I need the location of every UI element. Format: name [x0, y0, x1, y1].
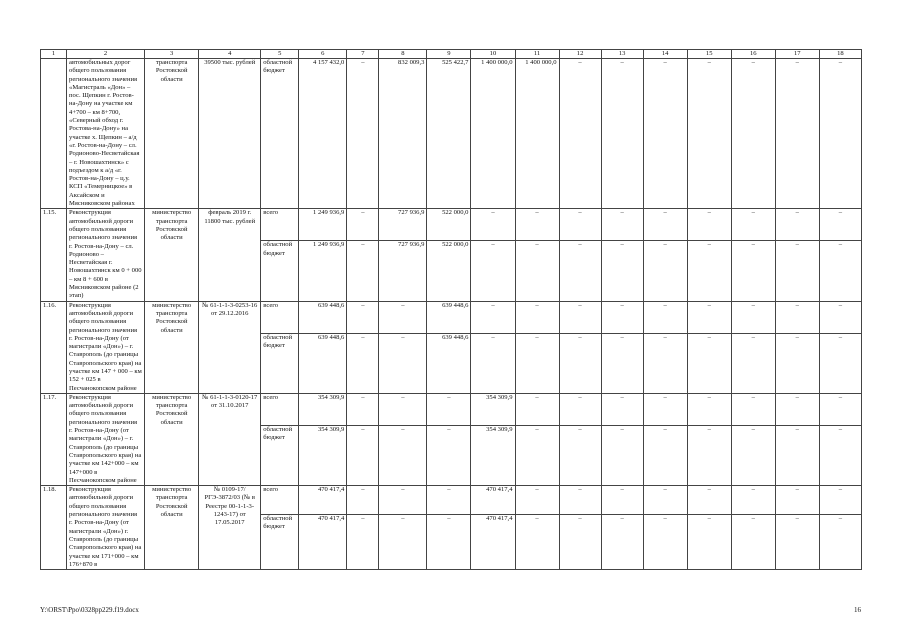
- amount-cell: –: [427, 515, 471, 570]
- item-number-cell: [41, 59, 67, 209]
- measure-name-cell: автомобильных дорог общего пользования регионального значения «Магистраль «Дон» – пос. Щепкин г. Ростов-на-Дону на участке км 4+700 – км 8+700, «Северный обход г. Ростова-на-Дону» на участке х. Щепкин – а/д «г. Ростов-на-Дону – сл. Родионово-Несветайская – г. Новошахтинск» с подъездом к а/д «г. Ростов-на-Дону – ц.у. КСП «Темерницкое» в Аксайском и Мясниковском районах: [67, 59, 145, 209]
- amount-cell: –: [347, 59, 379, 209]
- amount-cell: 4 157 432,0: [299, 59, 347, 209]
- amount-cell: –: [347, 486, 379, 515]
- amount-cell: –: [601, 59, 643, 209]
- amount-cell: –: [515, 333, 559, 393]
- amount-cell: –: [775, 515, 819, 570]
- item-number-cell: 1.15.: [41, 209, 67, 301]
- amount-cell: –: [819, 241, 861, 301]
- amount-cell: 354 309,9: [299, 393, 347, 425]
- amount-cell: –: [819, 425, 861, 485]
- funding-source-cell: областной бюджет: [261, 515, 299, 570]
- funding-source-cell: всего: [261, 301, 299, 333]
- amount-cell: –: [643, 301, 687, 333]
- amount-cell: 525 422,7: [427, 59, 471, 209]
- amount-cell: –: [775, 333, 819, 393]
- amount-cell: 639 448,6: [427, 333, 471, 393]
- amount-cell: 639 448,6: [299, 333, 347, 393]
- executor-cell: министерство транспорта Ростовской области: [145, 301, 199, 393]
- column-number-cell: 1: [41, 50, 67, 59]
- column-number-row: [41, 50, 862, 59]
- amount-cell: –: [379, 515, 427, 570]
- table-row: [41, 393, 862, 425]
- amount-cell: –: [643, 515, 687, 570]
- amount-cell: 1 400 000,0: [515, 59, 559, 209]
- funding-source-cell: всего: [261, 209, 299, 241]
- column-number-cell: 7: [347, 50, 379, 59]
- amount-cell: –: [379, 486, 427, 515]
- item-number-cell: 1.17.: [41, 393, 67, 485]
- column-number-cell: 10: [471, 50, 515, 59]
- column-number-cell: 9: [427, 50, 471, 59]
- file-path: Y:\ORST\Ppo\0328pp229.f19.docx: [40, 606, 139, 614]
- amount-cell: –: [347, 515, 379, 570]
- amount-cell: –: [731, 393, 775, 425]
- table-row: [41, 59, 862, 209]
- amount-cell: –: [515, 301, 559, 333]
- amount-cell: –: [559, 241, 601, 301]
- amount-cell: –: [515, 209, 559, 241]
- amount-cell: –: [687, 425, 731, 485]
- amount-cell: –: [775, 59, 819, 209]
- amount-cell: –: [775, 486, 819, 515]
- column-number-cell: 4: [199, 50, 261, 59]
- amount-cell: –: [819, 333, 861, 393]
- amount-cell: –: [559, 59, 601, 209]
- amount-cell: 522 000,0: [427, 241, 471, 301]
- page-number: 16: [854, 606, 861, 614]
- amount-cell: –: [559, 301, 601, 333]
- document-cell: 39500 тыс. рублей: [199, 59, 261, 209]
- column-number-cell: 5: [261, 50, 299, 59]
- amount-cell: –: [559, 425, 601, 485]
- amount-cell: –: [601, 241, 643, 301]
- amount-cell: –: [687, 333, 731, 393]
- funding-source-cell: областной бюджет: [261, 425, 299, 485]
- document-cell: № 61-1-1-3-0253-16 от 29.12.2016: [199, 301, 261, 393]
- amount-cell: –: [731, 333, 775, 393]
- amount-cell: –: [601, 301, 643, 333]
- amount-cell: –: [731, 301, 775, 333]
- amount-cell: –: [775, 209, 819, 241]
- document-cell: № 0109-17/РГЭ-3872/03 (№ в Реестре 00-1-1-3-1243-17) от 17.05.2017: [199, 486, 261, 570]
- item-number-cell: 1.18.: [41, 486, 67, 570]
- amount-cell: 354 309,9: [471, 393, 515, 425]
- amount-cell: –: [347, 393, 379, 425]
- amount-cell: –: [775, 301, 819, 333]
- amount-cell: –: [515, 393, 559, 425]
- column-number-cell: 3: [145, 50, 199, 59]
- amount-cell: –: [427, 425, 471, 485]
- amount-cell: –: [687, 301, 731, 333]
- amount-cell: –: [775, 425, 819, 485]
- executor-cell: министерство транспорта Ростовской области: [145, 209, 199, 301]
- amount-cell: –: [427, 486, 471, 515]
- amount-cell: 1 400 000,0: [471, 59, 515, 209]
- amount-cell: –: [347, 301, 379, 333]
- table-row: [41, 209, 862, 241]
- amount-cell: –: [775, 241, 819, 301]
- amount-cell: –: [427, 393, 471, 425]
- amount-cell: –: [379, 425, 427, 485]
- amount-cell: 727 936,9: [379, 209, 427, 241]
- amount-cell: –: [643, 241, 687, 301]
- amount-cell: –: [347, 333, 379, 393]
- amount-cell: –: [819, 59, 861, 209]
- amount-cell: –: [643, 425, 687, 485]
- amount-cell: –: [687, 209, 731, 241]
- measure-name-cell: Реконструкция автомобильной дороги общего пользования регионального значения г. Ростов-на-Дону (от магистрали «Дон») – г. Ставрополь (до границы Ставропольского края) на участке км 142+000 – км 147+000 в Песчанокопском районе: [67, 393, 145, 485]
- table-row: [41, 486, 862, 515]
- amount-cell: 354 309,9: [299, 425, 347, 485]
- column-number-cell: 15: [687, 50, 731, 59]
- amount-cell: –: [379, 301, 427, 333]
- amount-cell: –: [515, 486, 559, 515]
- amount-cell: –: [347, 209, 379, 241]
- amount-cell: –: [643, 486, 687, 515]
- amount-cell: –: [731, 59, 775, 209]
- amount-cell: –: [687, 515, 731, 570]
- amount-cell: –: [731, 425, 775, 485]
- amount-cell: –: [515, 425, 559, 485]
- amount-cell: –: [471, 333, 515, 393]
- executor-cell: министерство транспорта Ростовской области: [145, 393, 199, 485]
- amount-cell: –: [731, 241, 775, 301]
- amount-cell: –: [559, 515, 601, 570]
- amount-cell: 639 448,6: [427, 301, 471, 333]
- funding-source-cell: всего: [261, 393, 299, 425]
- amount-cell: –: [687, 59, 731, 209]
- funding-source-cell: областной бюджет: [261, 333, 299, 393]
- amount-cell: –: [731, 486, 775, 515]
- amount-cell: –: [515, 515, 559, 570]
- amount-cell: 354 309,9: [471, 425, 515, 485]
- funding-source-cell: всего: [261, 486, 299, 515]
- amount-cell: –: [819, 301, 861, 333]
- amount-cell: 470 417,4: [299, 486, 347, 515]
- column-number-cell: 11: [515, 50, 559, 59]
- amount-cell: –: [601, 393, 643, 425]
- table-body: [41, 50, 862, 570]
- amount-cell: –: [819, 393, 861, 425]
- amount-cell: –: [559, 393, 601, 425]
- amount-cell: 727 936,9: [379, 241, 427, 301]
- amount-cell: –: [687, 393, 731, 425]
- document-cell: февраль 2019 г. 11800 тыс. рублей: [199, 209, 261, 301]
- executor-cell: транспорта Ростовской области: [145, 59, 199, 209]
- amount-cell: –: [643, 209, 687, 241]
- column-number-cell: 2: [67, 50, 145, 59]
- column-number-cell: 8: [379, 50, 427, 59]
- amount-cell: –: [687, 486, 731, 515]
- amount-cell: 1 249 936,9: [299, 209, 347, 241]
- amount-cell: –: [601, 333, 643, 393]
- amount-cell: 522 000,0: [427, 209, 471, 241]
- amount-cell: 639 448,6: [299, 301, 347, 333]
- amount-cell: –: [643, 59, 687, 209]
- amount-cell: –: [601, 425, 643, 485]
- column-number-cell: 14: [643, 50, 687, 59]
- amount-cell: –: [643, 393, 687, 425]
- amount-cell: 832 009,3: [379, 59, 427, 209]
- amount-cell: –: [731, 209, 775, 241]
- amount-cell: 470 417,4: [471, 486, 515, 515]
- amount-cell: –: [601, 515, 643, 570]
- column-number-cell: 16: [731, 50, 775, 59]
- amount-cell: –: [819, 209, 861, 241]
- measure-name-cell: Реконструкция автомобильной дороги общего пользования регионального значения г. Ростов-на-Дону (от магистрали «Дон») – г. Ставрополь (до границы Ставропольского края) на участке км 147 + 000 – км 152 + 025 в Песчанокопском районе: [67, 301, 145, 393]
- document-cell: № 61-1-1-3-0120-17 от 31.10.2017: [199, 393, 261, 485]
- amount-cell: –: [379, 333, 427, 393]
- column-number-cell: 12: [559, 50, 601, 59]
- column-number-cell: 18: [819, 50, 861, 59]
- table-row: [41, 301, 862, 333]
- column-number-cell: 17: [775, 50, 819, 59]
- amount-cell: –: [471, 301, 515, 333]
- amount-cell: –: [471, 209, 515, 241]
- funding-source-cell: областной бюджет: [261, 241, 299, 301]
- program-table: [40, 49, 862, 570]
- executor-cell: министерство транспорта Ростовской области: [145, 486, 199, 570]
- amount-cell: –: [601, 486, 643, 515]
- amount-cell: 470 417,4: [299, 515, 347, 570]
- amount-cell: –: [731, 515, 775, 570]
- column-number-cell: 13: [601, 50, 643, 59]
- amount-cell: –: [347, 425, 379, 485]
- amount-cell: –: [819, 515, 861, 570]
- measure-name-cell: Реконструкция автомобильной дороги общего пользования регионального значения г. Ростов-на-Дону – сл. Родионово – Несветайская г. Новошахтинск км 0 + 000 – км 8 + 600 в Мясниковском районе (2 этап): [67, 209, 145, 301]
- item-number-cell: 1.16.: [41, 301, 67, 393]
- amount-cell: –: [347, 241, 379, 301]
- amount-cell: –: [515, 241, 559, 301]
- amount-cell: –: [471, 241, 515, 301]
- amount-cell: –: [379, 393, 427, 425]
- column-number-cell: 6: [299, 50, 347, 59]
- amount-cell: –: [687, 241, 731, 301]
- amount-cell: 470 417,4: [471, 515, 515, 570]
- amount-cell: –: [819, 486, 861, 515]
- measure-name-cell: Реконструкция автомобильной дороги общего пользования регионального значения г. Ростов-на-Дону (от магистрали «Дон») г. Ставрополь (до границы Ставропольского края) на участке км 171+000 – км 176+870 в: [67, 486, 145, 570]
- amount-cell: –: [601, 209, 643, 241]
- funding-source-cell: областной бюджет: [261, 59, 299, 209]
- amount-cell: –: [559, 209, 601, 241]
- amount-cell: –: [559, 486, 601, 515]
- amount-cell: –: [559, 333, 601, 393]
- amount-cell: 1 249 936,9: [299, 241, 347, 301]
- amount-cell: –: [643, 333, 687, 393]
- amount-cell: –: [775, 393, 819, 425]
